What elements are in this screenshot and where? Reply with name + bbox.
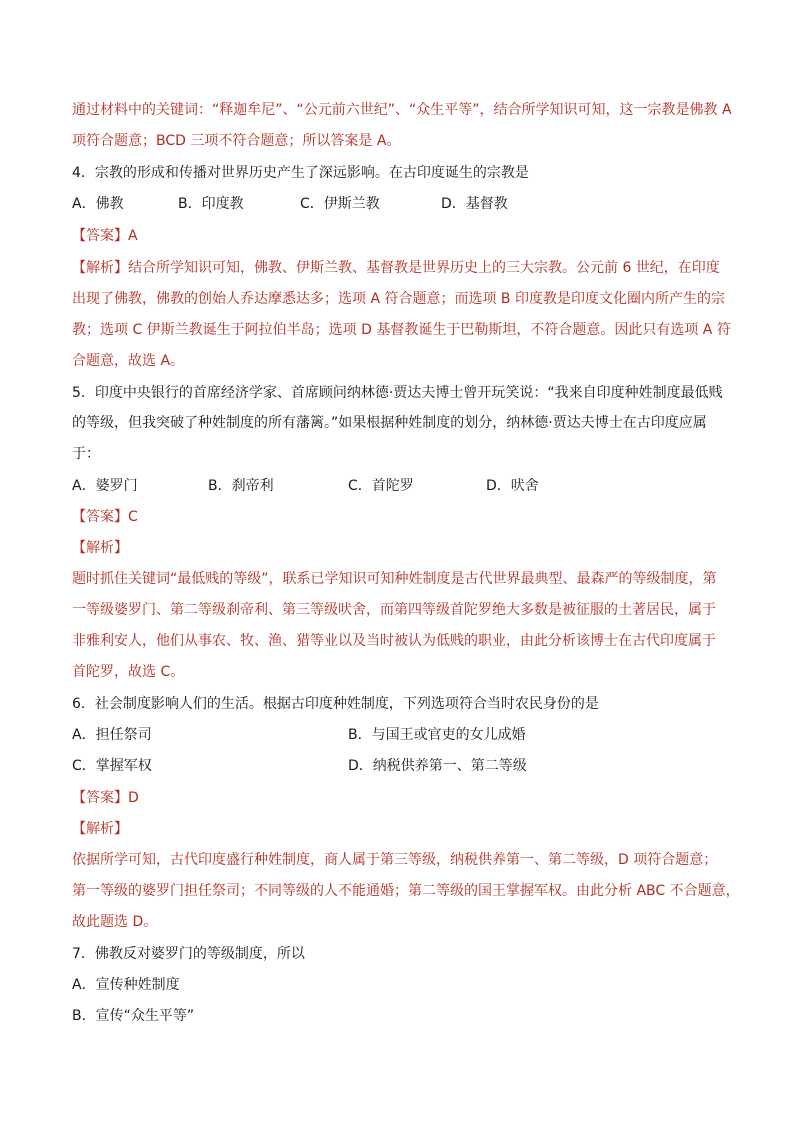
analysis-label: 【解析】 <box>72 260 128 276</box>
q5-answer <box>72 507 138 527</box>
q4-analysis-line-1 <box>72 258 720 278</box>
answer-label: 【答案】 <box>72 509 128 525</box>
q5-analysis-line-1: 题时抓住关键词“最低贱的等级”，联系已学知识可知种姓制度是古代世界最典型、最森严的等级制度，第 <box>72 571 717 587</box>
q7-option-b: B．宣传“众生平等” <box>72 1008 195 1024</box>
q5-stem-line-1: 5．印度中央银行的首席经济学家、首席顾问纳林德·贾达夫博士曾开玩笑说：“我来自印度种姓制度最低贱 <box>72 385 723 401</box>
q6-analysis-line-2: 第一等级的婆罗门担任祭司；不同等级的人不能通婚；第二等级的国王掌握军权。由此分析 ABC 不合题意， <box>72 883 740 899</box>
intro-line-1: 通过材料中的关键词：“释迦牟尼”、“公元前六世纪”、“众生平等”，结合所学知识可知，这一宗教是佛教 A <box>72 102 732 118</box>
q7-stem: 7．佛教反对婆罗门的等级制度，所以 <box>72 946 305 962</box>
q4-answer <box>72 226 138 246</box>
q4-option-c: C．伊斯兰教 <box>300 196 380 212</box>
intro-line-2: 项符合题意；BCD 三项不符合题意；所以答案是 A。 <box>72 133 401 149</box>
answer-label: 【答案】 <box>72 228 128 244</box>
analysis-text: 结合所学知识可知，佛教、伊斯兰教、基督教是世界历史上的三大宗教。公元前 6 世纪，在印度 <box>128 260 720 276</box>
answer-value: A <box>128 228 138 244</box>
q4-analysis-line-2: 出现了佛教，佛教的创始人乔达摩悉达多；选项 A 符合题意；而选项 B 印度教是印度文化圈内所产生的宗 <box>72 291 725 307</box>
q5-stem-line-2: 的等级，但我突破了种姓制度的所有藩篱。”如果根据种姓制度的划分，纳林德·贾达夫博士在古印度应属 <box>72 415 707 431</box>
q4-option-d: D．基督教 <box>441 196 508 212</box>
q5-option-a: A．婆罗门 <box>72 478 138 494</box>
q5-stem-line-3: 于： <box>72 446 100 462</box>
q4-option-a: A．佛教 <box>72 196 124 212</box>
q6-option-b: B．与国王或官吏的女儿成婚 <box>348 727 526 743</box>
answer-value: D <box>128 790 139 806</box>
q4-option-b: B．印度教 <box>178 196 244 212</box>
q6-option-d: D．纳税供养第一、第二等级 <box>348 758 527 774</box>
q5-analysis-label: 【解析】 <box>72 540 128 556</box>
q6-option-a: A．担任祭司 <box>72 727 152 743</box>
q6-analysis-line-3: 故此题选 D。 <box>72 914 158 930</box>
q6-stem: 6．社会制度影响人们的生活。根据古印度种姓制度，下列选项符合当时农民身份的是 <box>72 696 599 712</box>
q5-option-d: D．吠舍 <box>486 478 539 494</box>
q6-answer <box>72 788 139 808</box>
answer-label: 【答案】 <box>72 790 128 806</box>
q5-analysis-line-4: 首陀罗，故选 C。 <box>72 664 185 680</box>
q6-analysis-line-1: 依据所学可知，古代印度盛行种姓制度，商人属于第三等级，纳税供养第一、第二等级，D 项符合题意； <box>72 852 718 868</box>
q4-analysis-line-4: 合题意，故选 A。 <box>72 353 185 369</box>
q5-analysis-line-2: 一等级婆罗门、第二等级刹帝利、第三等级吠舍，而第四等级首陀罗绝大多数是被征服的土著居民，属于 <box>72 602 716 618</box>
answer-value: C <box>128 509 138 525</box>
q6-option-c: C．掌握军权 <box>72 758 152 774</box>
q5-option-c: C．首陀罗 <box>348 478 414 494</box>
q5-analysis-line-3: 非雅利安人，他们从事农、牧、渔、猎等业以及当时被认为低贱的职业，由此分析该博士在古代印度属于 <box>72 633 716 649</box>
q6-analysis-label: 【解析】 <box>72 821 128 837</box>
q4-stem: 4．宗教的形成和传播对世界历史产生了深远影响。在古印度诞生的宗教是 <box>72 165 529 181</box>
q4-analysis-line-3: 教；选项 C 伊斯兰教诞生于阿拉伯半岛；选项 D 基督教诞生于巴勒斯坦，不符合题意。因此只有选项 A 符 <box>72 322 731 338</box>
q7-option-a: A．宣传种姓制度 <box>72 977 180 993</box>
q5-option-b: B．刹帝利 <box>208 478 274 494</box>
